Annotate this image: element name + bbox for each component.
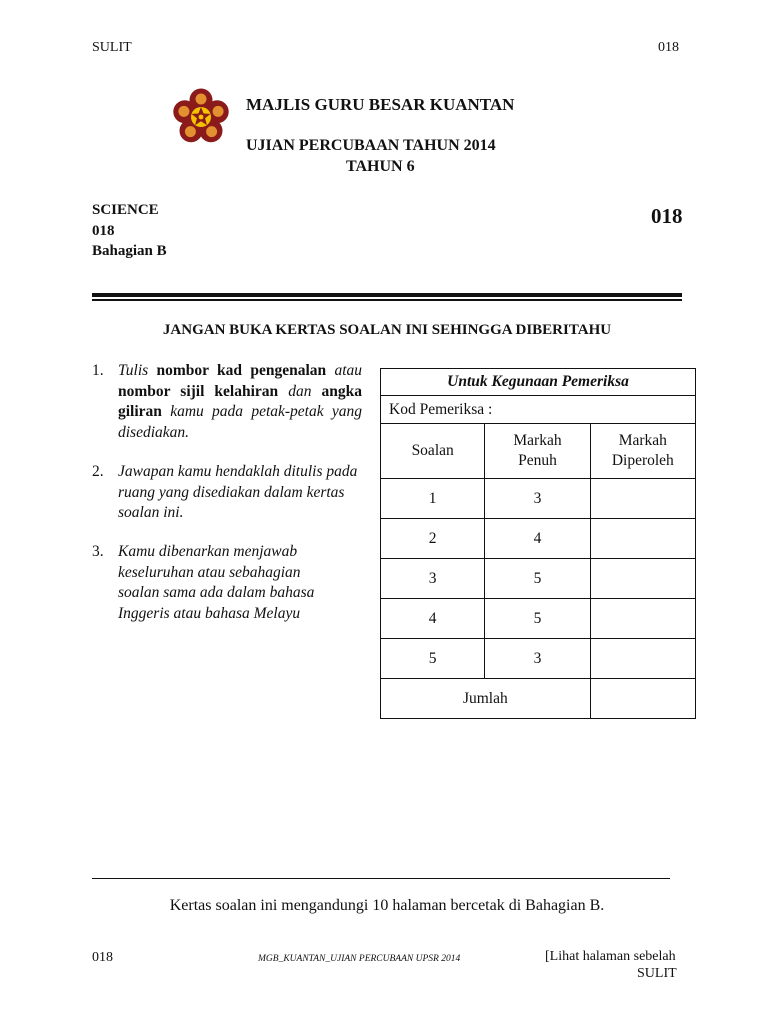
question-number: 2	[381, 519, 485, 559]
question-number: 5	[381, 639, 485, 679]
examiner-table-title: Untuk Kegunaan Pemeriksa	[381, 369, 696, 396]
header-classification: SULIT	[92, 40, 132, 55]
instruction-3	[92, 542, 362, 624]
warning-notice: JANGAN BUKA KERTAS SOALAN INI SEHINGGA DIBERITAHU	[162, 322, 612, 338]
subject-code: 018	[92, 222, 115, 239]
instruction-text: Kamu dibenarkan menjawab keseluruhan atau sebahagian soalan sama ada dalam bahasa Inggeris atau bahasa Melayu	[118, 543, 315, 622]
table-row	[381, 479, 696, 519]
full-mark: 5	[485, 599, 590, 639]
divider-thin	[92, 299, 682, 301]
footer-next-page: [Lihat halaman sebelah	[545, 949, 676, 964]
full-mark: 5	[485, 559, 590, 599]
obtained-mark-cell[interactable]	[590, 639, 695, 679]
header-markah-penuh: Markah Penuh	[485, 424, 590, 479]
flower-emblem-icon	[170, 86, 232, 148]
full-mark: 3	[485, 479, 590, 519]
table-row	[381, 519, 696, 559]
table-row	[381, 599, 696, 639]
page-count-note: Kertas soalan ini mengandungi 10 halaman bercetak di Bahagian B.	[169, 897, 605, 914]
instruction-1	[92, 361, 362, 443]
header-paper-code: 018	[658, 40, 679, 55]
paper-code-large: 018	[651, 204, 683, 228]
instruction-2	[92, 462, 362, 524]
obtained-mark-cell[interactable]	[590, 479, 695, 519]
footer-classification: SULIT	[637, 966, 677, 981]
exam-year: TAHUN 6	[346, 158, 415, 175]
divider-thick	[92, 293, 682, 297]
examiner-table	[380, 368, 696, 719]
exam-title: UJIAN PERCUBAAN TAHUN 2014	[246, 137, 496, 154]
total-mark-cell[interactable]	[590, 679, 695, 719]
instruction-text: Jawapan kamu hendaklah ditulis pada ruang yang disediakan dalam kertas soalan ini.	[118, 463, 358, 521]
footer-divider	[92, 878, 670, 879]
question-number: 4	[381, 599, 485, 639]
footer-exam-name: MGB_KUANTAN_UJIAN PERCUBAAN UPSR 2014	[258, 954, 461, 964]
subject-name: SCIENCE	[92, 202, 159, 218]
subject-section: Bahagian B	[92, 243, 167, 259]
question-number: 3	[381, 559, 485, 599]
instruction-number: 3.	[92, 543, 104, 560]
full-mark: 4	[485, 519, 590, 559]
question-number: 1	[381, 479, 485, 519]
organization-title: MAJLIS GURU BESAR KUANTAN	[246, 95, 515, 114]
obtained-mark-cell[interactable]	[590, 519, 695, 559]
header-soalan: Soalan	[381, 424, 485, 479]
subject-block	[92, 200, 167, 262]
obtained-mark-cell[interactable]	[590, 559, 695, 599]
full-mark: 3	[485, 639, 590, 679]
table-row	[381, 559, 696, 599]
obtained-mark-cell[interactable]	[590, 599, 695, 639]
instruction-number: 1.	[92, 362, 104, 379]
examiner-code-label: Kod Pemeriksa :	[381, 396, 696, 424]
instruction-text: Tulis nombor kad pengenalan atau nombor sijil kelahiran dan angka giliran kamu pada petak-petak yang disediakan.	[118, 362, 363, 441]
header-markah-diperoleh: Markah Diperoleh	[590, 424, 695, 479]
instruction-number: 2.	[92, 463, 104, 480]
table-row	[381, 639, 696, 679]
total-label: Jumlah	[381, 679, 591, 719]
footer-paper-code: 018	[92, 950, 113, 965]
total-row	[381, 679, 696, 719]
